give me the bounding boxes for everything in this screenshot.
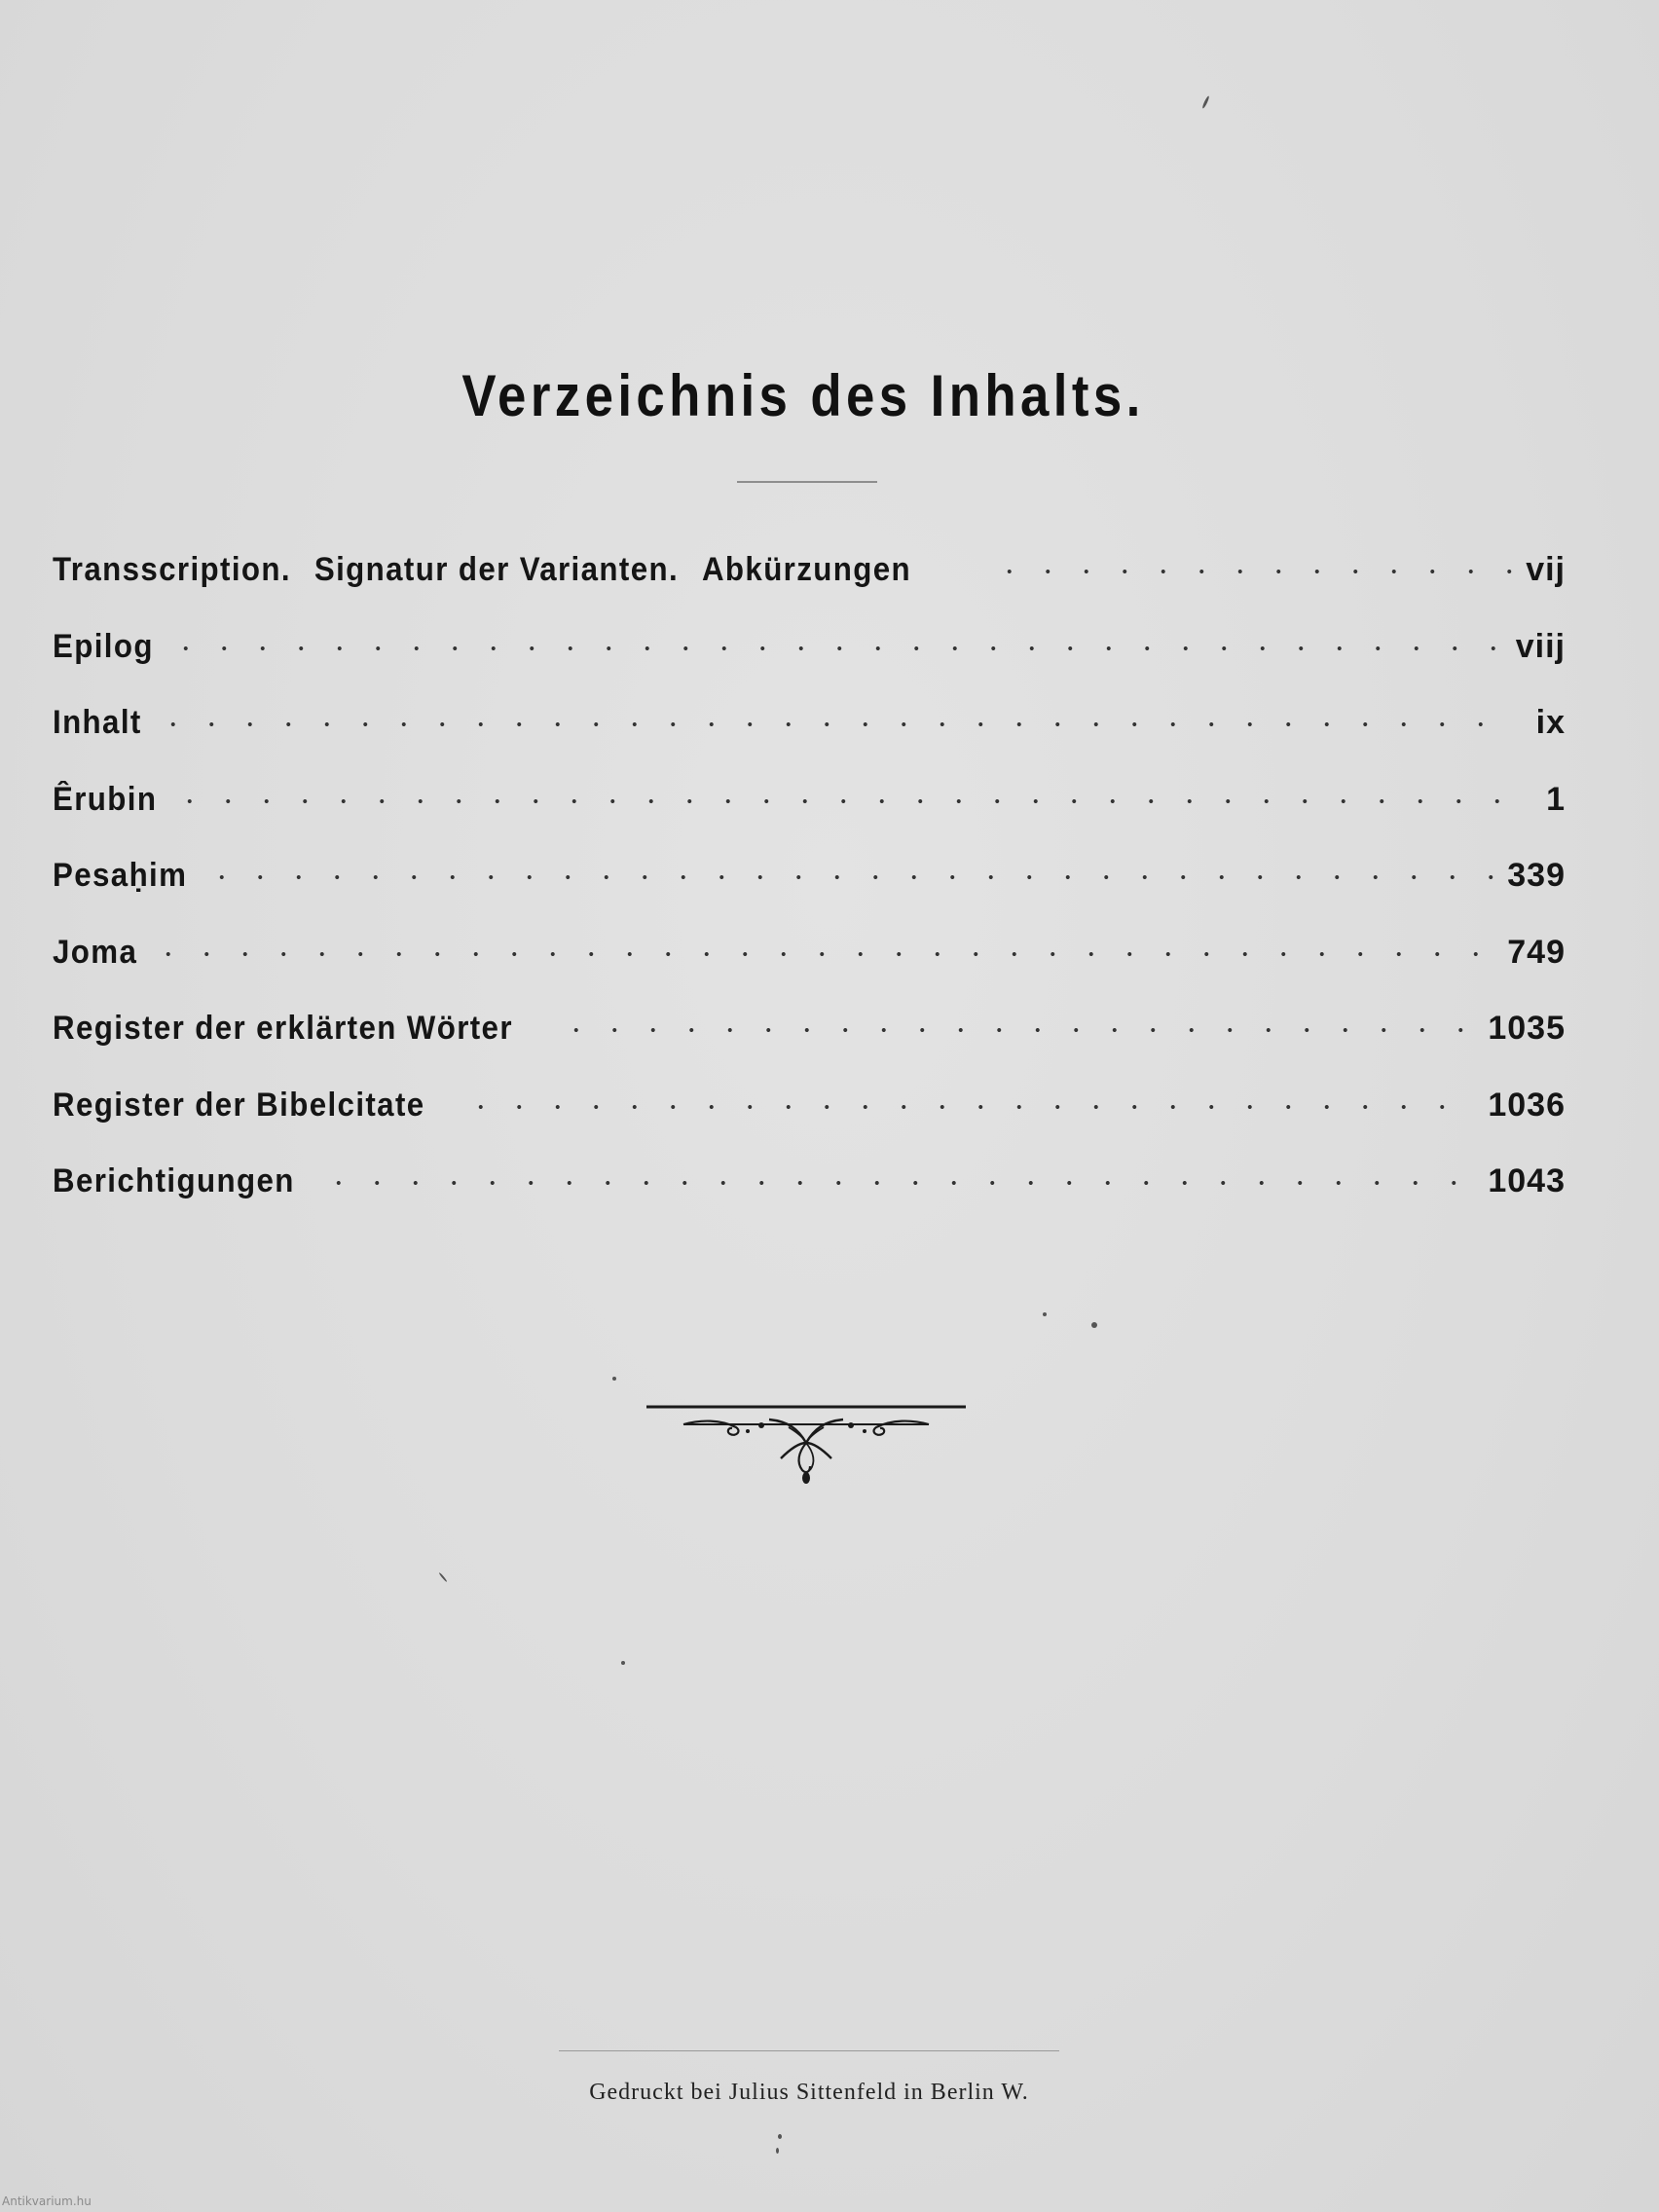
toc-entry-label: Pesaḥim [53, 857, 188, 894]
toc-entry [53, 1087, 1566, 1163]
table-of-contents [53, 551, 1566, 1239]
toc-entry-label-part: Abkürzungen [701, 551, 911, 588]
toc-entry [53, 704, 1566, 781]
toc-entry [53, 934, 1566, 1011]
paper-speck [1091, 1322, 1097, 1328]
toc-entry-page: 749 [1507, 933, 1566, 971]
paper-speck [1201, 95, 1210, 109]
toc-entry-page: vij [1526, 551, 1566, 588]
dot-leader [166, 645, 1502, 651]
toc-entry-label: Register der Bibelcitate [53, 1086, 425, 1124]
toc-entry-page: viij [1515, 627, 1566, 665]
dot-leader [557, 1027, 1474, 1033]
paper-speck [438, 1572, 447, 1582]
toc-entry [53, 1010, 1566, 1087]
toc-entry [53, 551, 1566, 628]
toc-entry-page: 1035 [1488, 1010, 1566, 1047]
ornamental-flourish-icon [643, 1398, 970, 1505]
title-divider [737, 481, 877, 483]
toc-entry-page: ix [1535, 704, 1566, 741]
toc-entry-page: 339 [1507, 857, 1566, 894]
dot-leader [990, 569, 1513, 574]
toc-entry-label: Berichtigungen [53, 1162, 295, 1199]
toc-entry-label: Êrubin [53, 780, 158, 818]
toc-entry-label-part: Transscription. [53, 551, 291, 588]
toc-entry [53, 781, 1566, 858]
toc-entry [53, 1162, 1566, 1239]
dot-leader [461, 1104, 1475, 1110]
printer-imprint: Gedruckt bei Julius Sittenfeld in Berlin W. [589, 2080, 1029, 2105]
toc-entry-page: 1043 [1488, 1162, 1566, 1199]
paper-speck [612, 1377, 616, 1381]
toc-entry-page: 1036 [1488, 1086, 1566, 1124]
toc-entry-page: 1 [1546, 780, 1566, 818]
dot-leader [154, 721, 1513, 727]
toc-entry-label-part: Signatur der Varianten. [313, 551, 680, 588]
toc-entry-label: Epilog [53, 627, 154, 665]
toc-entry [53, 857, 1566, 934]
toc-entry-label: Joma [53, 933, 138, 971]
toc-entry-label: Inhalt [53, 704, 142, 741]
watermark-text: Antikvarium.hu [2, 2194, 92, 2208]
footer-divider [559, 2050, 1059, 2051]
toc-entry-label [53, 551, 911, 589]
toc-entry-label: Register der erklärten Wörter [53, 1010, 513, 1047]
dot-leader [149, 951, 1493, 957]
paper-speck [776, 2148, 779, 2154]
toc-entry [53, 628, 1566, 705]
paper-speck [621, 1661, 625, 1665]
paper-speck [1043, 1312, 1047, 1316]
dot-leader [170, 798, 1513, 804]
page-title: Verzeichnis des Inhalts. [461, 363, 1145, 428]
dot-leader [319, 1180, 1474, 1186]
paper-speck [778, 2134, 782, 2139]
dot-leader [203, 874, 1493, 880]
